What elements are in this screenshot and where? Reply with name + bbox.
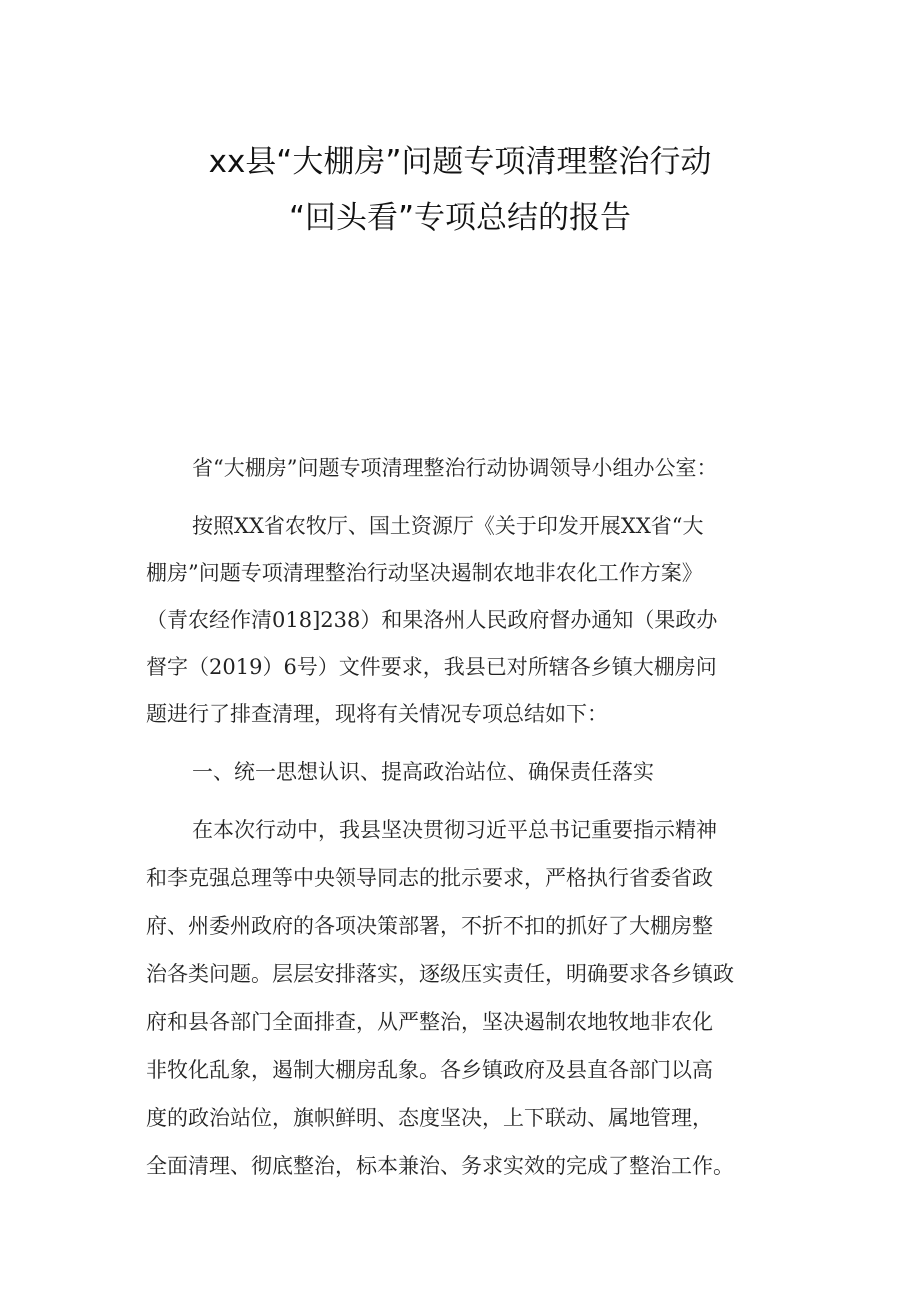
paragraph-2-line: 府、州委州政府的各项决策部署，不折不扣的抓好了大棚房整 (146, 914, 713, 938)
paragraph-2-line: 治各类问题。层层安排落实，逐级压实责任，明确要求各乡镇政 (146, 962, 734, 986)
document-title-line-2: “回头看”专项总结的报告 (288, 200, 632, 236)
paragraph-1-line: 棚房”问题专项清理整治行动坚决遏制农地非农化工作方案》 (146, 561, 703, 585)
paragraph-1-line: 督字（2019）6号）文件要求，我县已对所辖各乡镇大棚房问 (146, 655, 717, 679)
paragraph-2-line: 非牧化乱象，遏制大棚房乱象。各乡镇政府及县直各部门以高 (146, 1058, 713, 1082)
paragraph-2-line: 在本次行动中，我县坚决贯彻习近平总书记重要指示精神 (192, 818, 717, 842)
addressee-line: 省“大棚房”问题专项清理整治行动协调领导小组办公室： (192, 456, 718, 480)
document-title-line-1: xx县“大棚房”问题专项清理整治行动 (208, 144, 712, 180)
paragraph-2-line: 全面清理、彻底整治，标本兼治、务求实效的完成了整治工作。 (146, 1154, 734, 1178)
paragraph-2-line: 府和县各部门全面排查，从严整治，坚决遏制农地牧地非农化 (146, 1010, 713, 1034)
paragraph-1-line: 题进行了排查清理，现将有关情况专项总结如下： (146, 702, 608, 726)
section-1-heading: 一、统一思想认识、提高政治站位、确保责任落实 (192, 760, 654, 784)
paragraph-1-line: 按照XX省农牧厅、国土资源厅《关于印发开展XX省“大 (192, 514, 704, 538)
paragraph-2-line: 度的政治站位，旗帜鲜明、态度坚决，上下联动、属地管理， (146, 1106, 713, 1130)
paragraph-2-line: 和李克强总理等中央领导同志的批示要求，严格执行省委省政 (146, 866, 713, 890)
paragraph-1-line: （青农经作清018]238）和果洛州人民政府督办通知（果政办 (146, 608, 718, 632)
